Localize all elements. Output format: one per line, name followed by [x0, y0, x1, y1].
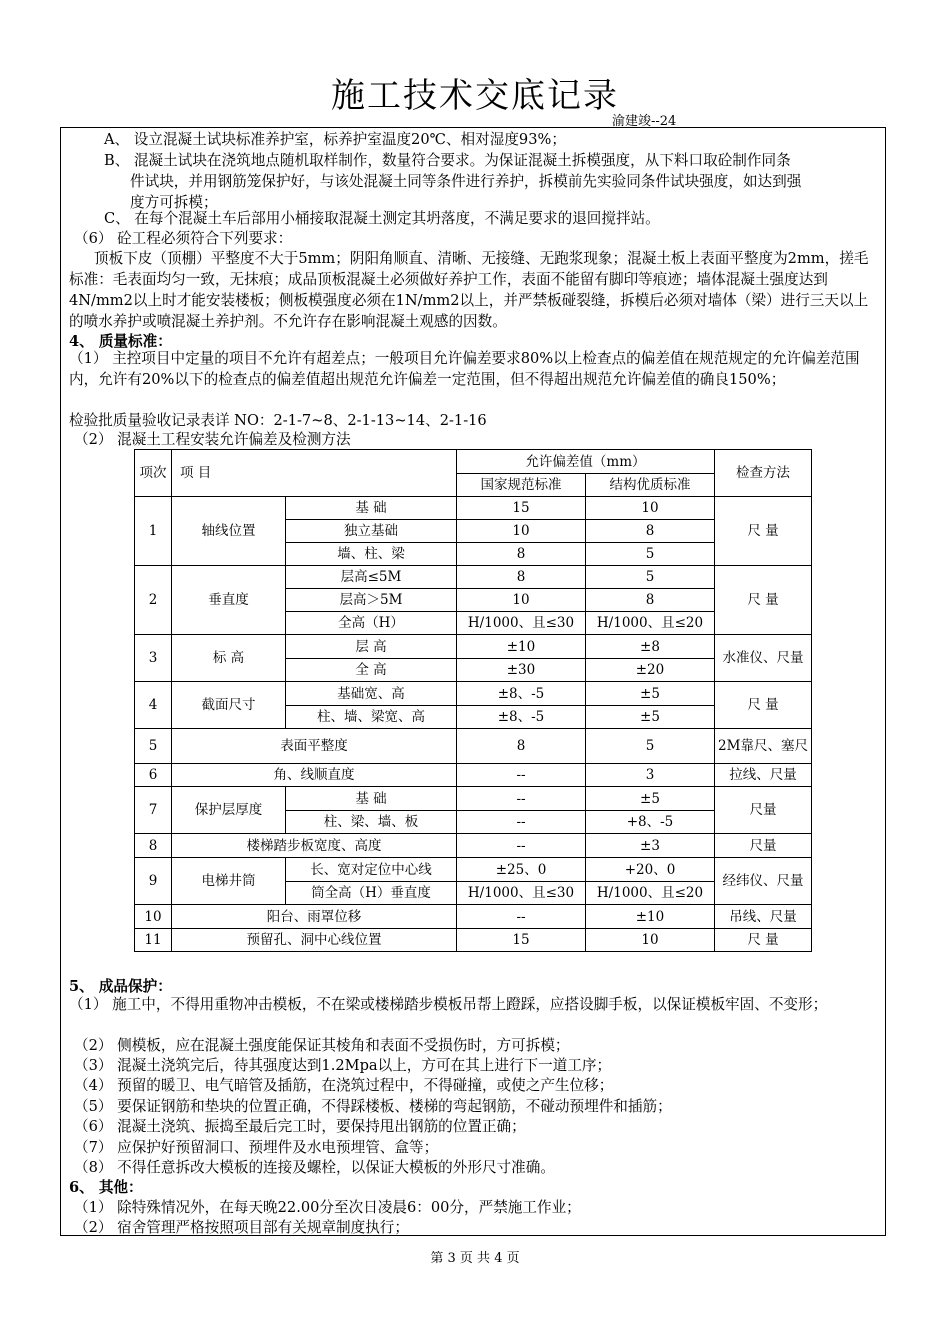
inspection-record-ref: 检验批质量验收记录表详 NO：2-1-7~8、2-1-13~14、2-1-16 [69, 412, 487, 429]
section-6-heading: （6） 砼工程必须符合下列要求： [74, 230, 293, 247]
header-national-standard: 国家规范标准 [457, 474, 586, 497]
table-row: 独立基础 10 8 [135, 520, 812, 543]
section-4-heading: 4、 质量标准： [69, 333, 172, 350]
table-row: 柱、梁、墙、板 -- +8、-5 [135, 811, 812, 834]
quality-paragraph: （1） 主控项目中定量的项目不允许有超差点；一般项目允许偏差要求80%以上检查点的偏差值在规范规定的允许偏差范围内，允许有20%以下的检查点的偏差值超出规范允许偏差一定范围，但不得超出规范允许偏差值的确良150%； [69, 350, 860, 388]
table-row: 6 角、线顺直度 -- 3 拉线、尺量 [135, 764, 812, 787]
item-b-line2: 件试块，并用钢筋笼保护好，与该处混凝土同等条件进行养护，拆模前先实验同条件试块强度，如达到强 [130, 173, 802, 190]
table-row: 筒全高（H）垂直度 H/1000、且≤30 H/1000、且≤20 [135, 882, 812, 905]
item-c: C、 在每个混凝土车后部用小桶接取混凝土测定其坍落度，不满足要求的退回搅拌站。 [104, 210, 660, 227]
section-5-heading: 5、 成品保护： [69, 978, 172, 995]
table-row: 3 标 高 层 高 ±10 ±8 水准仪、尺量 [135, 635, 812, 659]
table-row: 全高（H） H/1000、且≤30 H/1000、且≤20 [135, 612, 812, 635]
header-item: 项 目 [172, 450, 457, 497]
table-row: 10 阳台、雨罩位移 -- ±10 吊线、尺量 [135, 905, 812, 929]
table-row: 全 高 ±30 ±20 [135, 659, 812, 682]
protection-item-1: （1） 施工中，不得用重物冲击模板，不在梁或楼梯踏步模板吊帮上蹬踩，应搭设脚手板，以保证模板牢固、不变形； [69, 996, 828, 1013]
item-b-line1: B、 混凝土试块在浇筑地点随机取样制作，数量符合要求。为保证混凝土拆模强度，从下料口取砼制作同条 [104, 152, 791, 169]
table-row: 11 预留孔、洞中心线位置 15 10 尺 量 [135, 929, 812, 952]
table-row: 柱、墙、梁宽、高 ±8、-5 ±5 [135, 706, 812, 729]
item-b-line3: 度方可拆模； [130, 194, 218, 211]
document-code: 渝建竣--24 [612, 114, 677, 129]
protection-item-8: （8） 不得任意拆改大模板的连接及螺栓，以保证大模板的外形尺寸准确。 [74, 1159, 555, 1176]
table-row: 2 垂直度 层高≤5M 8 5 尺 量 [135, 566, 812, 589]
page-title: 施工技术交底记录 [331, 76, 619, 116]
item-a: A、 设立混凝土试块标准养护室，标养护室温度20℃、相对湿度93%； [104, 131, 566, 148]
protection-item-6: （6） 混凝土浇筑、振捣至最后完工时，要保持甩出钢筋的位置正确； [74, 1118, 526, 1135]
section-6-other-heading: 6、 其他： [69, 1179, 143, 1196]
tolerance-table [134, 449, 812, 952]
concrete-requirements-paragraph: 顶板下皮（顶棚）平整度不大于5mm；阴阳角顺直、清晰、无接缝、无跑浆现象；混凝土板上表面平整度为2mm，搓毛标准：毛表面均匀一致，无抹痕；成品顶板混凝土必须做好养护工作，表面不能留有脚印等痕迹；墙体混凝土强度达到4N/mm2以上时才能安装楼板；侧板模强度必须在1N/mm2以上，并严禁板碰裂缝，拆模后必须对墙体（梁）进行三天以上的喷水养护或喷混凝土养护剂。不允许存在影响混凝土观感的因数。 [69, 250, 869, 330]
table-row: 4 截面尺寸 基础宽、高 ±8、-5 ±5 尺 量 [135, 682, 812, 706]
table-row: 8 楼梯踏步板宽度、高度 -- ±3 尺量 [135, 834, 812, 858]
table-caption: （2） 混凝土工程安装允许偏差及检测方法 [74, 431, 351, 448]
table-row: 1 轴线位置 基 础 15 10 尺 量 [135, 497, 812, 520]
table-row: 9 电梯井筒 长、宽对定位中心线 ±25、0 +20、0 经纬仪、尺量 [135, 858, 812, 882]
table-row: 墙、柱、梁 8 5 [135, 543, 812, 566]
other-item-1: （1） 除特殊情况外，在每天晚22.00分至次日凌晨6：00分，严禁施工作业； [74, 1199, 581, 1216]
header-allowance: 允许偏差值（mm） [457, 450, 715, 474]
header-method: 检查方法 [715, 450, 812, 497]
table-row: 层高＞5M 10 8 [135, 589, 812, 612]
table-row: 7 保护层厚度 基 础 -- ±5 尺量 [135, 787, 812, 811]
protection-item-2: （2） 侧模板，应在混凝土强度能保证其棱角和表面不受损伤时，方可拆模； [74, 1037, 570, 1054]
header-item-no: 项次 [135, 450, 172, 497]
header-excellent-standard: 结构优质标准 [586, 474, 715, 497]
table-row: 5 表面平整度 8 5 2M靠尺、塞尺 [135, 729, 812, 764]
protection-item-5: （5） 要保证钢筋和垫块的位置正确，不得踩楼板、楼梯的弯起钢筋，不碰动预埋件和插筋； [74, 1098, 672, 1115]
other-item-2: （2） 宿舍管理严格按照项目部有关规章制度执行； [74, 1219, 409, 1236]
page-number: 第 3 页 共 4 页 [430, 1251, 520, 1266]
protection-item-7: （7） 应保护好预留洞口、预埋件及水电预埋管、盒等； [74, 1139, 439, 1156]
protection-item-4: （4） 预留的暖卫、电气暗管及插筋，在浇筑过程中，不得碰撞，或使之产生位移； [74, 1077, 614, 1094]
protection-item-3: （3） 混凝土浇筑完后，待其强度达到1.2Mpa以上，方可在其上进行下一道工序； [74, 1057, 612, 1074]
